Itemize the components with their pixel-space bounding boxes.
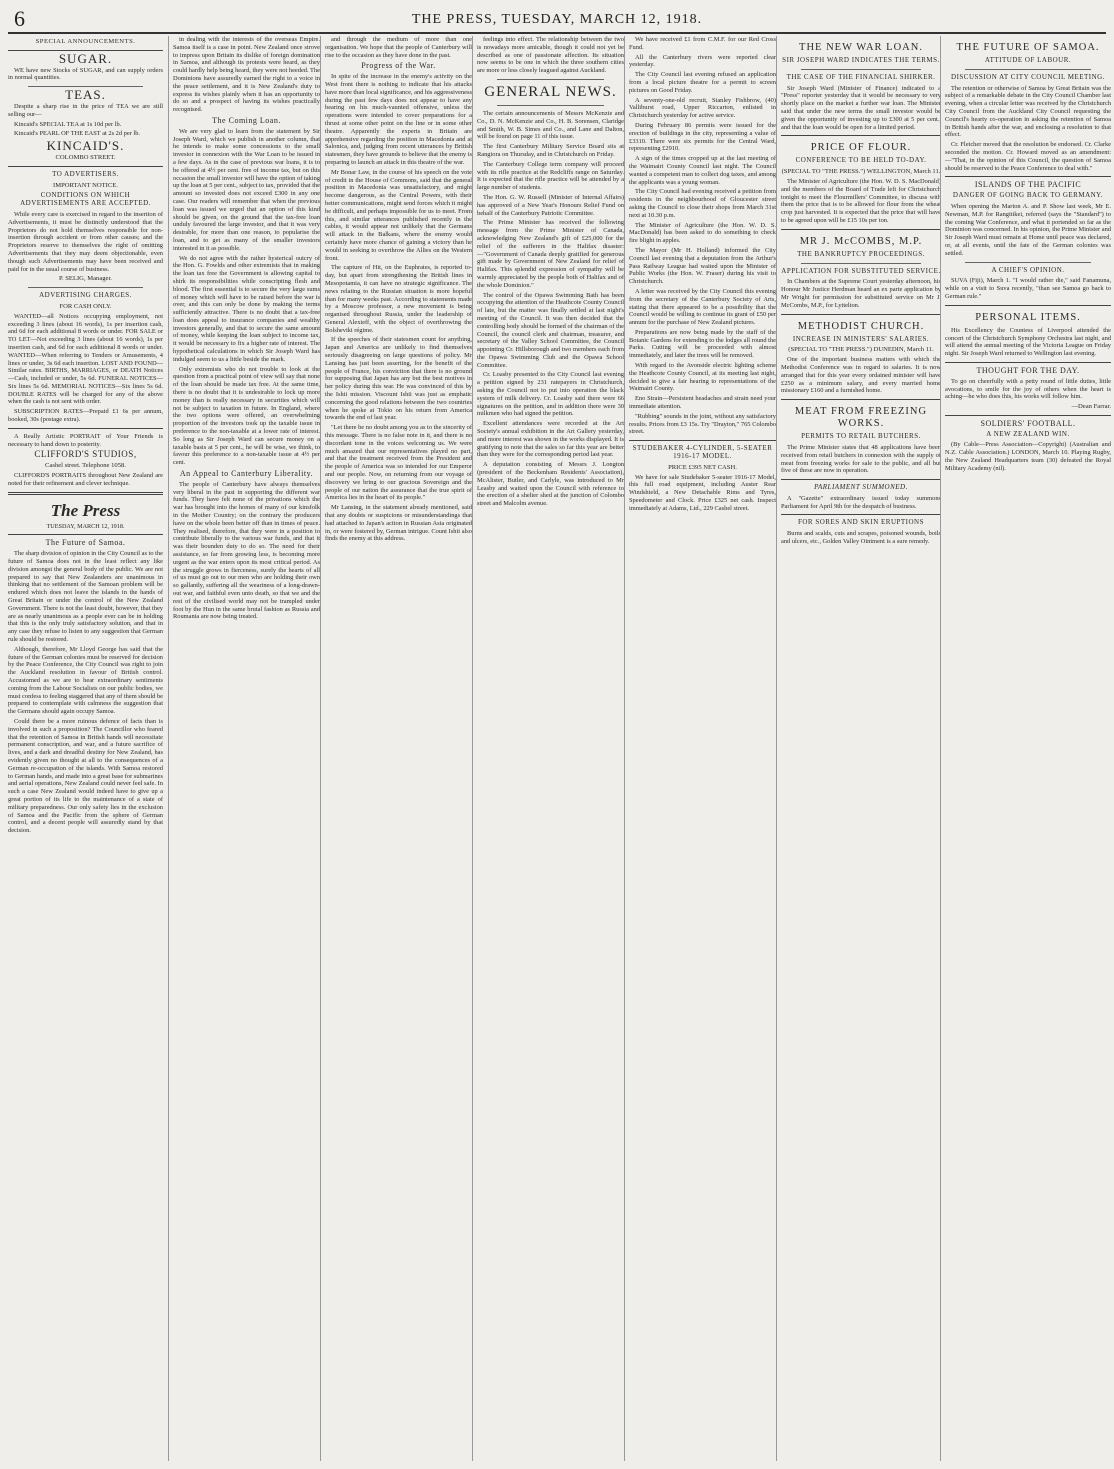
conditions-head: CONDITIONS ON WHICH ADVERTISEMENTS ARE ACCEPTED. — [20, 191, 151, 208]
appeal-head: An Appeal to Canterbury Liberality. — [179, 469, 314, 479]
news-paragraph: The Minister of Agriculture (the Hon. W. D. S. MacDonald) has been asked to do something to check fire blight in apples. — [629, 221, 776, 245]
coming-loan-head: The Coming Loan. — [212, 115, 281, 125]
manager-signature: P. SELIG, Manager. — [59, 275, 112, 283]
news-paragraph: The control of the Opawa Swimming Bath has been occupying the attention of the Heathcote County Council of late, but the matter was finally settled at last night's meeting of the Council. It was then decided that the controlling body should be formed of the chairman of the Council, the council clerk and chairman, treasurer, and secretary of the Valley School Committee, the Council appointing Cr. Hillsborough and two members each from the Opawa Swimming Club and the Opawa School Committee. — [477, 291, 624, 369]
column-5 — [624, 36, 780, 1461]
divider — [629, 440, 776, 441]
masthead — [8, 4, 1106, 34]
meat-head: MEAT FROM FREEZING WORKS. — [794, 406, 928, 430]
news-paragraph: The City Council last evening refused an application from a local picture theatre for a permit to screen pictures on Good Friday. — [629, 71, 776, 94]
football-head: SOLDIERS' FOOTBALL. — [980, 418, 1076, 428]
news-paragraph: Preparations are now being made by the staff of the Botanic Gardens for extending to the lodges all round the Parks. Cutting will be proceeded with almost immediately, and later the trees will be removed. — [629, 328, 776, 360]
teas-text: Despite a sharp rise in the price of TEA we are still selling our— — [8, 102, 163, 118]
editorial-paragraph: Could there be a more ruinous defence of facts than is involved in such a proposition? The Councillor who feared that the retention of Samoa in British hands will necessitate permanent conscription, and war, and a future sacrifice of lives, and a dark and dreadful destiny for New Zealand, has evidently given no thought at all to the consequences of a German re-occupation of the islands. With Samoa restored to German hands, and made into a great base for submarines and aerial operations, New Zealand could never feel safe. In such a case New Zealand would indeed have to give up a great portion of its life to the maintenance of a state of military preparedness. Our only safety lies in the exclusion of Samoa and the Pacific from the sphere of German control, and a decent people will assuredly stand by that decision. — [8, 717, 163, 835]
news-paragraph: The first Canterbury Military Service Board sits at Rangiora on Thursday, and in Christchurch on Friday. — [477, 143, 624, 158]
thought-text: To go on cheerfully with a petty round of little duties, little avocations, to smile for the joy of others when the heart is aching—he who does this, his works will follow him. — [945, 377, 1111, 401]
advertisers-head: TO ADVERTISERS. — [52, 169, 119, 178]
news-paragraph: A letter was received by the City Council this evening from the secretary of the Canterbury Society of Arts, stating that there appeared to be a possibility that the Council would be willing to continue its grant of £50 per annum for the purchase of New Zealand pictures. — [629, 287, 776, 327]
thought-attribution: —Dean Farrar. — [1071, 403, 1111, 411]
news-paragraph: In Chambers at the Supreme Court yesterday afternoon, his Honour Mr Justice Herdman heard an ex parte application by Mr Wright for permission for substituted service on Mr J. McCombs, M.P., for Lyttelton. — [781, 278, 941, 309]
war-loan-sub: THE CASE OF THE FINANCIAL SHIRKER. — [786, 72, 936, 81]
news-paragraph: His Excellency the Countess of Liverpool attended the concert of the Christchurch Symphony Orchestra last night, and will attend the annual meeting of the Victoria League on Friday night. Sir Joseph Ward returned to Wellington last evening. — [945, 326, 1111, 358]
charges-head: ADVERTISING CHARGES. — [39, 291, 132, 300]
sores-text: Burns and scalds, cuts and scrapes, poisoned wounds, boils and ulcers, etc., Golden Valley Ointment is a sure remedy. — [781, 530, 941, 546]
methodist-dateline: (SPECIAL TO "THE PRESS.") DUNEDIN, March 11. — [788, 346, 934, 354]
divider — [965, 262, 1091, 263]
teas-line-1: Kincaid's SPECIAL TEA at 1s 10d per lb. — [14, 120, 122, 128]
samoa-sub: DISCUSSION AT CITY COUNCIL MEETING. — [951, 72, 1105, 81]
editorial-paragraph: "Let there be no doubt among you as to the sincerity of this message. There is no false note in it, and there is no discordant tone in the voices welcoming us. We were much amazed that our representatives played no part, and that the treatment received from the President and the people of America was so intended for our Emperor and our people. Now, on returning from our voyage of discovery we bring to our gracious Sovereign and the people of our nation the assurance that the true spirit of America lies in the heart of its people." — [325, 424, 472, 502]
newspaper-title: THE PRESS, TUESDAY, MARCH 12, 1918. — [411, 12, 703, 27]
mccombs-head: MR J. McCOMBS, M.P. — [799, 235, 923, 247]
news-paragraph: When opening the Marton A. and P. Show last week, Mr E. Newman, M.P. for Rangitikei, referred (says the "Standard") to the coming War Conference, and what it portended so far as the Dominion was concerned. In his opinion, the Prime Minister and Sir Joseph Ward must remain at Home until peace was declared, or, at all events, until the fate of the German colonies was settled. — [945, 202, 1111, 257]
mccombs-sub: APPLICATION FOR SUBSTITUTED SERVICE. — [781, 266, 941, 275]
studios-intro: A Really Artistic PORTRAIT of Your Friends is necessary to hand down to posterity. — [8, 432, 163, 448]
studebaker-text: We have for sale Studebaker 5-seater 1916-17 Model, this full road equipment, including Auster Rear Windshield, a New Detachable Rims and Tyres, Speedometer and Clock. Price £325 net cash. Inspect immediately at Adams, Ltd., 229 Cashel street. — [629, 473, 776, 512]
news-paragraph: Eno Strain—Persistent headaches and strain need your immediate attention. — [629, 395, 776, 411]
war-loan-sub: SIR JOSEPH WARD INDICATES THE TERMS. — [782, 56, 940, 64]
news-paragraph: The Minister of Agriculture (the Hon. W. D. S. MacDonald) and the members of the Board of Trade left for Christchurch tonight to meet the Flourmillers' Committee, to discuss with them the price that is to be allowed for flour from the wheat crop just harvested. It is expected that the price that will have to be agreed upon will be £15 10s per ton. — [781, 177, 941, 224]
war-loan-head: THE NEW WAR LOAN. — [799, 42, 923, 53]
news-paragraph: feelings into effect. The relationship between the two is nowadays more amicable, though it could not yet be described as one of passionate affection. Its situation now seems to be one in which the three southern cities are more or less closely leagued against Auckland. — [477, 36, 624, 75]
general-news-head: GENERAL NEWS. — [484, 83, 617, 100]
editorial-paragraph: Mr Lansing, in the statement already mentioned, said that any doubts or suspicions or misunderstandings that had attached to Japan's action in Russian Asia originated in, or were fostered by, German intrigue. Count Ishii also finds the enemy at this address. — [325, 504, 472, 543]
editorial-paragraph: The sharp division of opinion in the City Council as to the future of Samoa does not in the least reflect any like division amongst the general body of the public. We are not prepared to say that New Zealanders are unanimous in thinking that no settlement of the Samoan problem will be endured which does not leave the islands in the hands of Great Britain or under the control of the New Zealand Government. There is not the least doubt, however, that they are as nearly unanimous as a people ever can be in holding that this is the only truly satisfactory solution, and that in any case they refuse to listen to any suggestion that German rule should be restored. — [8, 550, 163, 644]
kincaids-address: COLOMBO STREET. — [55, 153, 116, 161]
divider — [781, 399, 941, 400]
news-paragraph: Excellent attendances were recorded at the Art Society's annual exhibition in the Art Gallery yesterday, and more interest was shown in the works displayed. It is gratifying to note that the sales so far this year are better than they were for the corresponding period last year. — [477, 420, 624, 459]
sugar-head: SUGAR. — [58, 50, 113, 66]
islands-sub: DANGER OF GOING BACK TO GERMANY. — [952, 191, 1104, 200]
editorial-paragraph: and through the medium of more than one organisation. We hope that the people of Canterbury will rise to the occasion as they have done in the past. — [325, 36, 472, 59]
divider — [965, 69, 1091, 70]
news-paragraph: (By Cable—Press Association—Copyright) (Australian and N.Z. Cable Association.) LONDON, March 10. Playing Rugby, the New Zealand Headquarters team (30) defeated the Royal Military Academy (nil). — [945, 441, 1111, 472]
divider — [497, 79, 604, 80]
news-paragraph: A "Gazette" extraordinary issued today summons Parliament for April 9th for the despatch of business. — [781, 494, 941, 510]
divider — [781, 514, 941, 515]
chief-head: A CHIEF'S OPINION. — [991, 265, 1065, 274]
page-number: 6 — [14, 6, 25, 31]
news-paragraph: "Rubbing" sounds in the joint, without any satisfactory results. Prices from £3 15s. Try "Drayton," 765 Colombo street. — [629, 412, 776, 436]
column-2 — [168, 36, 324, 1461]
divider — [945, 176, 1111, 177]
divider — [28, 287, 143, 288]
news-paragraph: With regard to the Avonside electric lighting scheme the Heathcote County Council, at its meeting last night, decided to give a fair hearing to representations of the Waimairi County. — [629, 362, 776, 393]
column-3 — [320, 36, 476, 1461]
progress-head: Progress of the War. — [361, 61, 436, 71]
column-6 — [776, 36, 945, 1461]
divider — [945, 305, 1111, 306]
editorial-head: The Future of Samoa. — [45, 538, 126, 548]
studios-address: Cashel street. Telephone 1058. — [45, 462, 126, 470]
news-paragraph: We have received £1 from C.M.F. for our Red Cross Fund. — [629, 36, 776, 51]
conditions-text: While every care is exercised in regard to the insertion of Advertisements, it must be distinctly understood that the Proprietors do not hold themselves responsible for non-insertion through accident or from other causes; and the Proprietors reserve to themselves the right of omitting Advertisements that they may deem objectionable, even though such Advertisements may have been received and paid for in the usual course of business. — [8, 210, 163, 273]
divider — [8, 492, 163, 495]
news-paragraph: One of the important business matters with which the Methodist Conference was in regard to salaries. It is now arranged that for this year every ordained minister will have £250 as a minimum salary, and every married home missionary £160 and a furnished home. — [781, 356, 941, 395]
charges-sub: FOR CASH ONLY. — [59, 302, 112, 310]
divider — [8, 534, 163, 535]
editorial-paragraph: Mr Bonar Law, in the course of his speech on the vote of credit in the House of Commons, said that the general position in Macedonia was unsatisfactory, and might become dangerous, as the Central Powers, with their better communications, might send forces which it might be difficult, and perhaps impossible for us to meet. From this, and similar utterances published recently in the cables, it would appear not unlikely that the Germans will attack in the Balkans, where the enemy would certainly have more chance of gaining a victory than he would in seeking to overthrow the Allies on the Western front. — [325, 168, 472, 262]
edition-date: TUESDAY, MARCH 12, 1918. — [46, 522, 125, 530]
news-paragraph: Cr. Fletcher moved that the resolution be endorsed. Cr. Clarke seconded the motion. Cr. Howard moved as an amendment:—"That, in the opinion of this Council, the question of Samoa should be reserved to the Peace Conference to deal with." — [945, 141, 1111, 172]
studebaker-price: PRICE £395 NET CASH. — [668, 463, 737, 471]
subscription-text: SUBSCRIPTION RATES—Prepaid £1 6s per annum, booked, 30s (postage extra). — [8, 408, 163, 424]
news-paragraph: A sign of the times cropped up at the last meeting of the Waimairi County Council last night. The Council wanted a competent man to collect dog taxes, and among the applicants was a young woman. — [629, 155, 776, 186]
kincaids-name: KINCAID'S. — [46, 138, 125, 154]
sores-head: FOR SORES AND SKIN ERUPTIONS — [797, 518, 925, 527]
meat-sub: PERMITS TO RETAIL BUTCHERS. — [801, 432, 921, 441]
teas-head: TEAS. — [65, 87, 106, 103]
samoa-head: THE FUTURE OF SAMOA. — [956, 42, 1100, 53]
newspaper-logo: The Press — [50, 500, 121, 520]
news-paragraph: The Hon. G. W. Russell (Minister of Internal Affairs) has approved of a New Year's Honours Relief Fund on behalf of the Canterbury Patriotic Committee. — [477, 193, 624, 217]
advertisers-sub: IMPORTANT NOTICE. — [53, 181, 118, 189]
flour-sub: CONFERENCE TO BE HELD TO-DAY. — [795, 156, 927, 165]
teas-line-2: Kincaid's PEARL OF THE EAST at 2s 2d per lb. — [14, 130, 140, 138]
news-paragraph: SUVA (Fiji), March 1. "I would rather die," said Fanamuna, while on a visit to Suva recently, "than see Samoa go back to German rule." — [945, 277, 1111, 300]
editorial-paragraph: In spite of the increase in the enemy's activity on the West front there is nothing to indicate that his attacks have more than local significance, and his aggressiveness during the past few days does not appear to have any bearing on his much-vaunted offensive, unless the operations were intended to cover preparations for a thrust at some other point on the line or in some other theatre. Apparently the experts in Britain are apprehensive regarding the position in Macedonia and at Salonica, and, judging from recent utterances by British statesmen, they have grounds to believe that the enemy is preparing to launch an attack in this theatre of the war. — [325, 73, 472, 166]
editorial-paragraph: The people of Canterbury have always themselves very liberal in the past in supporting the different war funds. They have felt none of the privations which the war has brought into the homes of many of our kinsfolk in the Mother Country; on the contrary the producers have on the whole been better off than in times of peace. They realised, therefore, that they were in a position to contribute liberally to the various war funds, and that it was their bounden duty to do so. The need for their assistance, so far from growing less, is becoming more urgent as the war enters upon its most critical period. As the struggle grows in fierceness, surely the hearts of all of us must go out to our men who are holding their own so gallantly, suffering all the weariness of a long-drawn-out war, and faithful even unto death, so that we and the rest of the civilised world may not be trampled under foot by the Hun in the same brutal fashion as Russia and Roumania are now being treated. — [173, 480, 320, 621]
news-paragraph: A deputation consisting of Messrs J. Longton (president of the Beckenham Residents' Association), McAlister, Butler, and Carlyle, was introduced to Mr Leasby and waited upon the Council with reference to the erection of a shelter shed at the junction of Colombo street and Malcolm avenue. — [477, 461, 624, 508]
mccombs-sub: THE BANKRUPTCY PROCEEDINGS. — [797, 249, 925, 258]
studios-head: CLIFFORD'S STUDIOS, — [34, 449, 137, 460]
personal-head: PERSONAL ITEMS. — [975, 311, 1081, 323]
football-sub: A NEW ZEALAND WIN. — [986, 429, 1070, 438]
divider — [801, 263, 921, 264]
editorial-paragraph: Only extremists who do not trouble to look at the question from a practical point of view will say that none of the loan should be made tax free. At the same time, there is no doubt that it is undesirable to lock up more money than is really necessary in securities which will not be subject to taxation in future. In England, where the two options were offered, an overwhelming proportion of the investors took up the taxable issue in preference to the non-taxable at a lower rate of interest. So long as Sir Joseph Ward can secure money on a taxable basis at 5 per cent., he will be wise, we think, to favour this preference to a non-taxable issue at 4½ per cent. — [173, 365, 320, 467]
news-paragraph: During February 86 permits were issued for the erection of buildings in the city, representing a value of £3310. There were six permits for the Central Ward, representing £2910. — [629, 121, 776, 153]
divider — [781, 135, 941, 136]
divider — [945, 362, 1111, 363]
editorial-paragraph: Although, therefore, Mr Lloyd George has said that the future of the German colonies must be reserved for decision by the Peace Conference, the City Council was right to join the Auckland resolution in favour of British control. Accustomed as we are to hear extraordinary sentiments coming from the Labour Socialists on our public bodies, we must confess to feeling staggered that any of them should be prepared to contemplate with calmness the suggestion that the Germans should again occupy Samoa. — [8, 645, 163, 716]
charges-text: WANTED—all Notices occupying employment, not exceeding 3 lines (about 16 words), 1s per insertion cash, and 6d for each additional 8 words or under. FOR SALE or TO LET—Not exceeding 3 lines (about 16 words), 1s per insertion cash, and 6d for each additional 8 words or under. WANTED—When referring to Tenders or Amusements, 4 lines or under, 3s 6d each insertion. LOST AND FOUND—Similar rates. BIRTHS, MARRIAGES, or DEATH Notices—Cash, included or under, 5s 6d. FUNERAL NOTICES—Six lines 5s 6d. MEMORIAL NOTICES—Six lines 5s 6d. DOUBLE RATES will be charged for any of the above when the cash is not sent with order. — [8, 312, 163, 406]
thought-head: THOUGHT FOR THE DAY. — [976, 365, 1080, 375]
divider — [781, 229, 941, 230]
news-paragraph: The retention or otherwise of Samoa by Great Britain was the subject of a remarkable debate in the City Council Chamber last evening, when a circular letter was received by the Christchurch City Council from the Auckland City Council requesting the Council's hearty co-operation in asking the retention of Samoa in British hands after the war, and enclosing a resolution to that effect. — [945, 84, 1111, 139]
divider — [781, 479, 941, 480]
column-1 — [8, 36, 167, 1461]
divider — [945, 415, 1111, 416]
column-7 — [940, 36, 1114, 1461]
islands-head: ISLANDS OF THE PACIFIC — [974, 180, 1082, 190]
parliament-head: PARLIAMENT SUMMONED. — [814, 483, 908, 492]
methodist-sub: INCREASE IN MINISTERS' SALARIES. — [792, 334, 930, 343]
flour-head: PRICE OF FLOUR. — [810, 142, 912, 154]
divider — [8, 428, 163, 429]
editorial-paragraph: We do not agree with the rather hysterical outcry of the Hon. G. Fowlds and other extremists that in making the loan tax free the Government is allowing capital to shirk its responsibilities while conscripting flesh and blood. The first essential is to secure the very large sums of money which will have to be raised before the war is over, and this can only be done by making the terms sufficiently attractive. There is no doubt that a tax-free loan does appeal to insurance companies and wealthy investors generally, and that to secure the same amount of money, while keeping the loan subject to income tax, it would be necessary to fix a higher rate of interest. The hypothetical calculations in which Sir Joseph Ward has indulged seem to us a little beside the mark. — [173, 254, 320, 363]
flour-dateline: (SPECIAL TO "THE PRESS.") WELLINGTON, March 11. — [781, 168, 941, 176]
divider — [801, 69, 921, 70]
news-paragraph: The Prime Minister states that 48 applications have been received from retail butchers in connexion with the supply of meat from freezing works for sale to the public, and all but five of these are now in operation. — [781, 443, 941, 475]
editorial-paragraph: We are very glad to learn from the statement by Sir Joseph Ward, which we publish in another column, that he intends to make some concessions to the small investor in connexion with the War Loan to be issued in a few days. As in the case of previous war loans, it is to be offered at 4½ per cent. free of income tax, but on this occasion the small investor will have the option of taking up the loan at 5 per cent., subject to tax, provided that the amount so invested does not exceed £300 in any one case. Our readers will remember that when the previous loan was issued we urged that an option of this kind should be given, on the ground that the tax-free loan unduly favoured the large investor, and that it was very desirable, for more than one reason, to popularise the loan, and to get as many of the smaller investors interested in it as possible. — [173, 127, 320, 252]
news-paragraph: A seventy-one-old recruit, Stanley Fishbrow, (40) Valliburst road, Upper Riccarton, enlisted in Christchurch yesterday for active service. — [629, 96, 776, 120]
news-paragraph: All the Canterbury rivers were reported clear yesterday. — [629, 53, 776, 69]
divider — [781, 314, 941, 315]
editorial-paragraph: The capture of Hit, on the Euphrates, is reported to-day, but apart from strengthening the British lines in Mesopotamia, it can have no strategic significance. The news relating to the Russian situation is more hopeful than for many weeks past. According to statements made by a Moscow professor, a new movement is being organised throughout Russia, under the leadership of General Alexieff, with the object of overthrowing the Bolsheviki régime. — [325, 264, 472, 334]
sugar-text: WE have new Stocks of SUGAR, and can supply orders in normal quantities. — [8, 66, 163, 82]
special-announcements-head: SPECIAL ANNOUNCEMENTS. — [35, 38, 136, 45]
methodist-head: METHODIST CHURCH. — [797, 320, 925, 332]
news-paragraph: Sir Joseph Ward (Minister of Finance) indicated to a "Press" reporter yesterday that it would be necessary to very shortly place on the market a further war loan. The Minister said that under the new terms the small investor would be given the opportunity of investing up to £300 at 5 per cent., and that the loan would be open for a limited period. — [781, 84, 941, 131]
news-paragraph: The City Council had evening received a petition from residents in the neighbourhood of Gloucester street asking the Council to close their shops from March 31st next at 10.30 p.m. — [629, 188, 776, 219]
news-paragraph: The Prime Minister has received the following message from the Prime Minister of Canada, acknowledging New Zealand's gift of £25,000 for the relief of the sufferers in the Halifax disaster:—"Government of Canada deeply gratified for generous gift made by Government of New Zealand for relief of Halifax. This splendid expression of sympathy will be warmly appreciated by the people both of Halifax and of the whole Dominion." — [477, 219, 624, 289]
news-paragraph: The Canterbury College term company will proceed with its rifle practice at the Redcliffs range on Saturday. It is expected that the rifle practice will be attended by a large number of students. — [477, 160, 624, 192]
news-paragraph: The Mayor (Mr H. Holland) informed the City Council last evening that a deputation from the Arthur's Pass Railway League had waited upon the Minister of Public Works (the Hon. W. Fraser) during his visit to Christchurch. — [629, 246, 776, 286]
news-paragraph: Cr. Loasby presented to the City Council last evening a petition signed by 231 ratepayers in Christchurch, asking the Council not to put into operation the black system of milk delivery. Cr. Loasby said there were 66 signatures on the petition, and in addition there were 30 milkmen who had signed the petition. — [477, 371, 624, 418]
news-paragraph: The certain announcements of Messrs McKenzie and Co., D. N. McKenzie and Co., H. B. Sorensen, Claridge and Smith, W. B. Simes and Co., and Lane and Dalton, will be found on page 11 of this issue. — [477, 109, 624, 141]
samoa-sub: ATTITUDE OF LABOUR. — [984, 56, 1072, 64]
editorial-paragraph: in dealing with the interests of the overseas Empire. Samoa itself is a case in point. New Zealand once strove to impress upon Britain its dislike of foreign domination in Samoa, and although its protests were heard, as they could hardly help being heard, they were not heeded. The Dominions have assuredly earned the right to a voice in the peace settlement, and it is New Zealand's duty to express its wishes plainly when it has an opportunity to do so and a prospect of having its wishes practically recognised. — [173, 36, 320, 114]
divider — [497, 105, 604, 106]
studebaker-head: STUDEBAKER 4-CYLINDER, 5-SEATER 1916-17 MODEL. — [632, 444, 773, 461]
editorial-paragraph: If the speeches of their statesmen count for anything, Japan and America are unlikely to find themselves seriously disagreeing on large questions of policy. Mr Lansing has just been asserting, for the benefit of the people of France, his conviction that there is no ground for supposing that Japan has any but the best motives in her policy during this war. He was convinced of this by the Ishii mission. Viscount Ishii was just as emphatic concerning the good relations between the two countries when he spoke at Tokio on his return from America towards the end of last year. — [325, 336, 472, 422]
studios-text: CLIFFORD'S PORTRAITS throughout New Zealand are noted for their refinement and clever technique. — [8, 472, 163, 487]
column-4 — [472, 36, 628, 1461]
divider — [8, 166, 163, 167]
